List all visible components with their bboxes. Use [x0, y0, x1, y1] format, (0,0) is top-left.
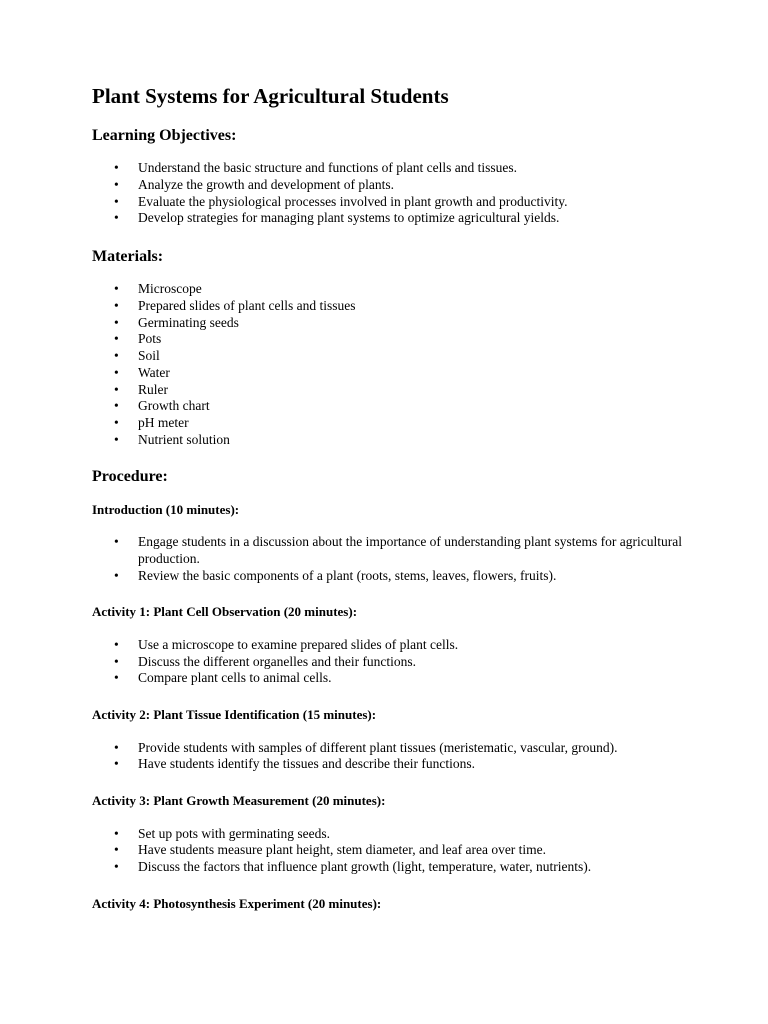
list-item: • Have students measure plant height, stem diameter, and leaf area over time. [114, 842, 547, 858]
list-item: • Evaluate the physiological processes involved in plant growth and productivity. [114, 193, 568, 209]
activity-1-heading: Activity 1: Plant Cell Observation (20 minutes): [92, 604, 358, 620]
list-item: • pH meter [114, 415, 189, 430]
activity-2-list [92, 740, 692, 773]
learning-objectives-list [92, 160, 692, 227]
activity-4-heading: Activity 4: Photosynthesis Experiment (20 minutes): [92, 895, 382, 911]
list-item: • Prepared slides of plant cells and tissues [114, 298, 356, 314]
bullet-icon: • [114, 567, 119, 583]
list-item: • Provide students with samples of different plant tissues (meristematic, vascular, ground). [114, 739, 618, 755]
bullet-icon: • [114, 281, 119, 297]
list-item: • Soil [114, 348, 160, 364]
activity-1-list [92, 637, 692, 687]
list-item: • Compare plant cells to animal cells. [114, 670, 332, 686]
bullet-icon: • [114, 398, 119, 414]
bullet-icon: • [114, 210, 119, 226]
list-item: • Understand the basic structure and functions of plant cells and tissues. [114, 160, 518, 176]
list-item: • Engage students in a discussion about the importance of understanding plant systems for agricultural production. [114, 534, 683, 566]
list-item: • Nutrient solution [114, 431, 230, 447]
bullet-icon: • [114, 364, 119, 380]
bullet-icon: • [114, 177, 119, 193]
bullet-icon: • [114, 193, 119, 209]
list-item: • Pots [114, 331, 162, 347]
bullet-icon: • [114, 431, 119, 447]
list-item: • Ruler [114, 381, 168, 397]
list-item: • Review the basic components of a plant (roots, stems, leaves, flowers, fruits). [114, 567, 557, 583]
list-item: • Water [114, 364, 170, 380]
bullet-icon: • [114, 381, 119, 397]
procedure-heading: Procedure: [92, 468, 168, 486]
introduction-list [92, 534, 692, 584]
list-item: • Microscope [114, 281, 202, 297]
activity-3-heading: Activity 3: Plant Growth Measurement (20 minutes): [92, 793, 386, 808]
bullet-icon: • [114, 636, 119, 652]
list-item: • Have students identify the tissues and describe their functions. [114, 756, 476, 772]
bullet-icon: • [114, 739, 119, 755]
bullet-icon: • [114, 314, 119, 330]
materials-heading: Materials: [92, 248, 164, 266]
bullet-icon: • [114, 298, 119, 314]
bullet-icon: • [114, 825, 119, 841]
bullet-icon: • [114, 415, 119, 430]
page-title: Plant Systems for Agricultural Students [92, 84, 449, 108]
activity-2-heading: Activity 2: Plant Tissue Identification (15 minutes): [92, 707, 377, 722]
list-item: • Discuss the factors that influence plant growth (light, temperature, water, nutrients). [114, 859, 592, 874]
list-item: • Analyze the growth and development of plants. [114, 177, 395, 193]
learning-objectives-heading: Learning Objectives: [92, 127, 237, 145]
list-item: • Germinating seeds [114, 314, 239, 330]
bullet-icon: • [114, 348, 119, 364]
list-item: • Use a microscope to examine prepared slides of plant cells. [114, 636, 459, 652]
document-page [92, 84, 692, 928]
introduction-heading: Introduction (10 minutes): [92, 501, 240, 517]
bullet-icon: • [114, 534, 119, 550]
bullet-icon: • [114, 842, 119, 858]
list-item: • Set up pots with germinating seeds. [114, 825, 330, 841]
bullet-icon: • [114, 859, 119, 874]
bullet-icon: • [114, 670, 119, 686]
activity-3-list [92, 826, 692, 876]
list-item: • Discuss the different organelles and their functions. [114, 653, 417, 669]
list-item: • Develop strategies for managing plant systems to optimize agricultural yields. [114, 210, 560, 226]
bullet-icon: • [114, 160, 119, 176]
bullet-icon: • [114, 653, 119, 669]
materials-list [92, 281, 692, 448]
bullet-icon: • [114, 331, 119, 347]
bullet-icon: • [114, 756, 119, 772]
list-item: • Growth chart [114, 398, 210, 414]
